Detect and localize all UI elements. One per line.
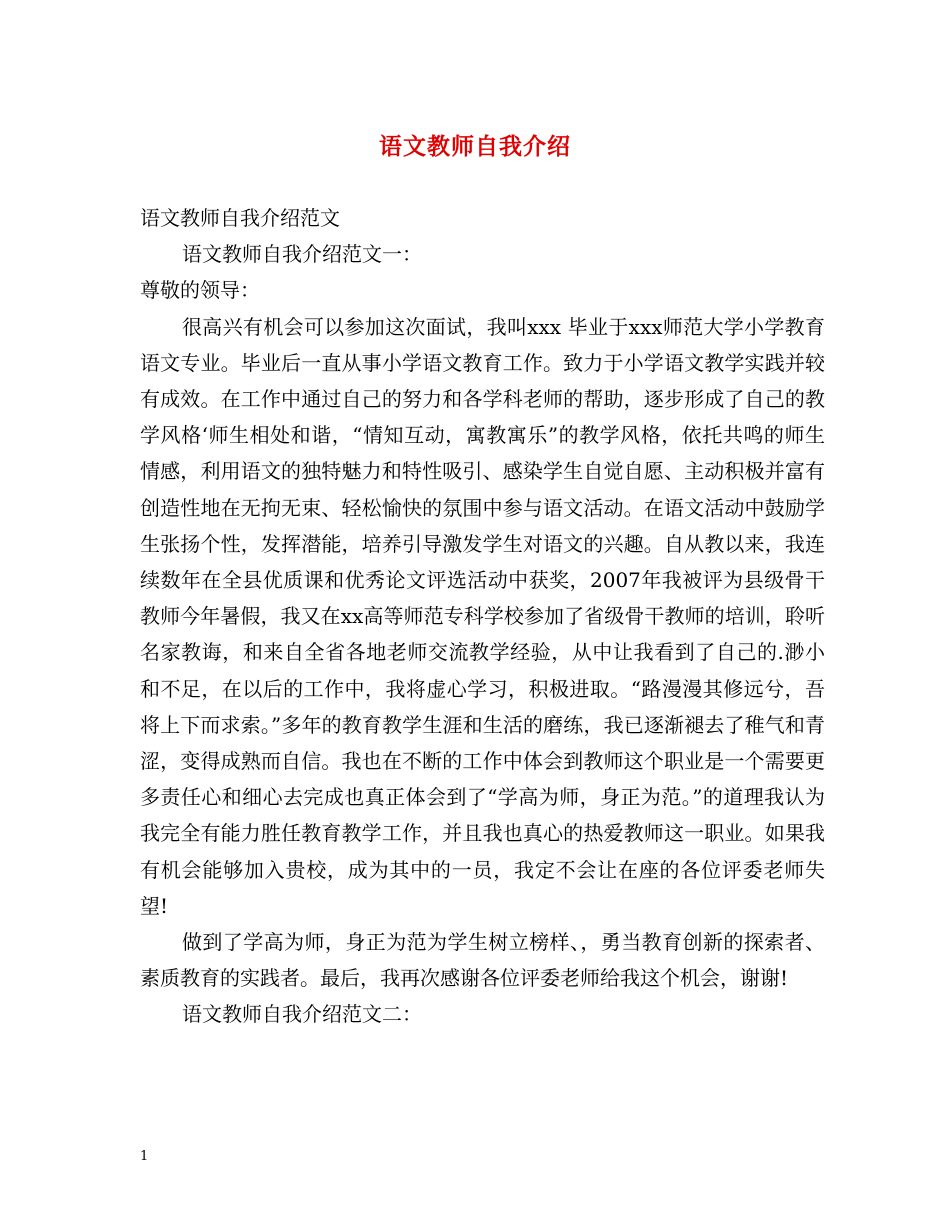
salutation: 尊敬的领导： [140,278,260,303]
section-heading: 语文教师自我介绍范文 [140,206,340,230]
document-title: 语文教师自我介绍 [379,133,571,160]
page-number: 1 [140,1149,149,1164]
sample-heading-one: 语文教师自我介绍范文一： [182,242,422,267]
document-body [140,200,825,1033]
body-paragraph: 做到了学高为师，身正为范为学生树立榜样、，勇当教育创新的探索者、素质教育的实践者。最后，我再次感谢各位评委老师给我这个机会，谢谢! [140,930,825,991]
body-paragraph: 很高兴有机会可以参加这次面试，我叫xxx 毕业于xxx师范大学小学教育语文专业。毕业后一直从事小学语文教育工作。致力于小学语文教学实践并较有成效。在工作中通过自己的努力和各学科老师的帮助，逐步形成了自己的教学风格‘师生相处和谐，“情知互动，寓教寓乐”的教学风格，依托共鸣的师生情感，利用语文的独特魅力和特性吸引、感染学生自觉自愿、主动积极并富有创造性地在无拘无束、轻松愉快的氛围中参与语文活动。在语文活动中鼓励学生张扬个性，发挥潜能，培养引导激发学生对语文的兴趣。自从教以来，我连续数年在全县优质课和优秀论文评选活动中获奖，2007年我被评为县级骨干教师今年暑假，我又在xx高等师范专科学校参加了省级骨干教师的培训，聆听名家教诲，和来自全省各地老师交流教学经验，从中让我看到了自己的.渺小和不足，在以后的工作中，我将虚心学习，积极进取。“路漫漫其修远兮，吾将上下而求索。”多年的教育教学生涯和生活的磨练，我已逐渐褪去了稚气和青涩，变得成熟而自信。我也在不断的工作中体会到教师这个职业是一个需要更多责任心和细心去完成也真正体会到了“学高为师，身正为范。”的道理我认为我完全有能力胜任教育教学工作，并且我也真心的热爱教师这一职业。如果我有机会能够加入贵校，成为其中的一员，我定不会让在座的各位评委老师失望! [140,314,825,918]
sample-heading-two: 语文教师自我介绍范文二： [182,1002,422,1027]
